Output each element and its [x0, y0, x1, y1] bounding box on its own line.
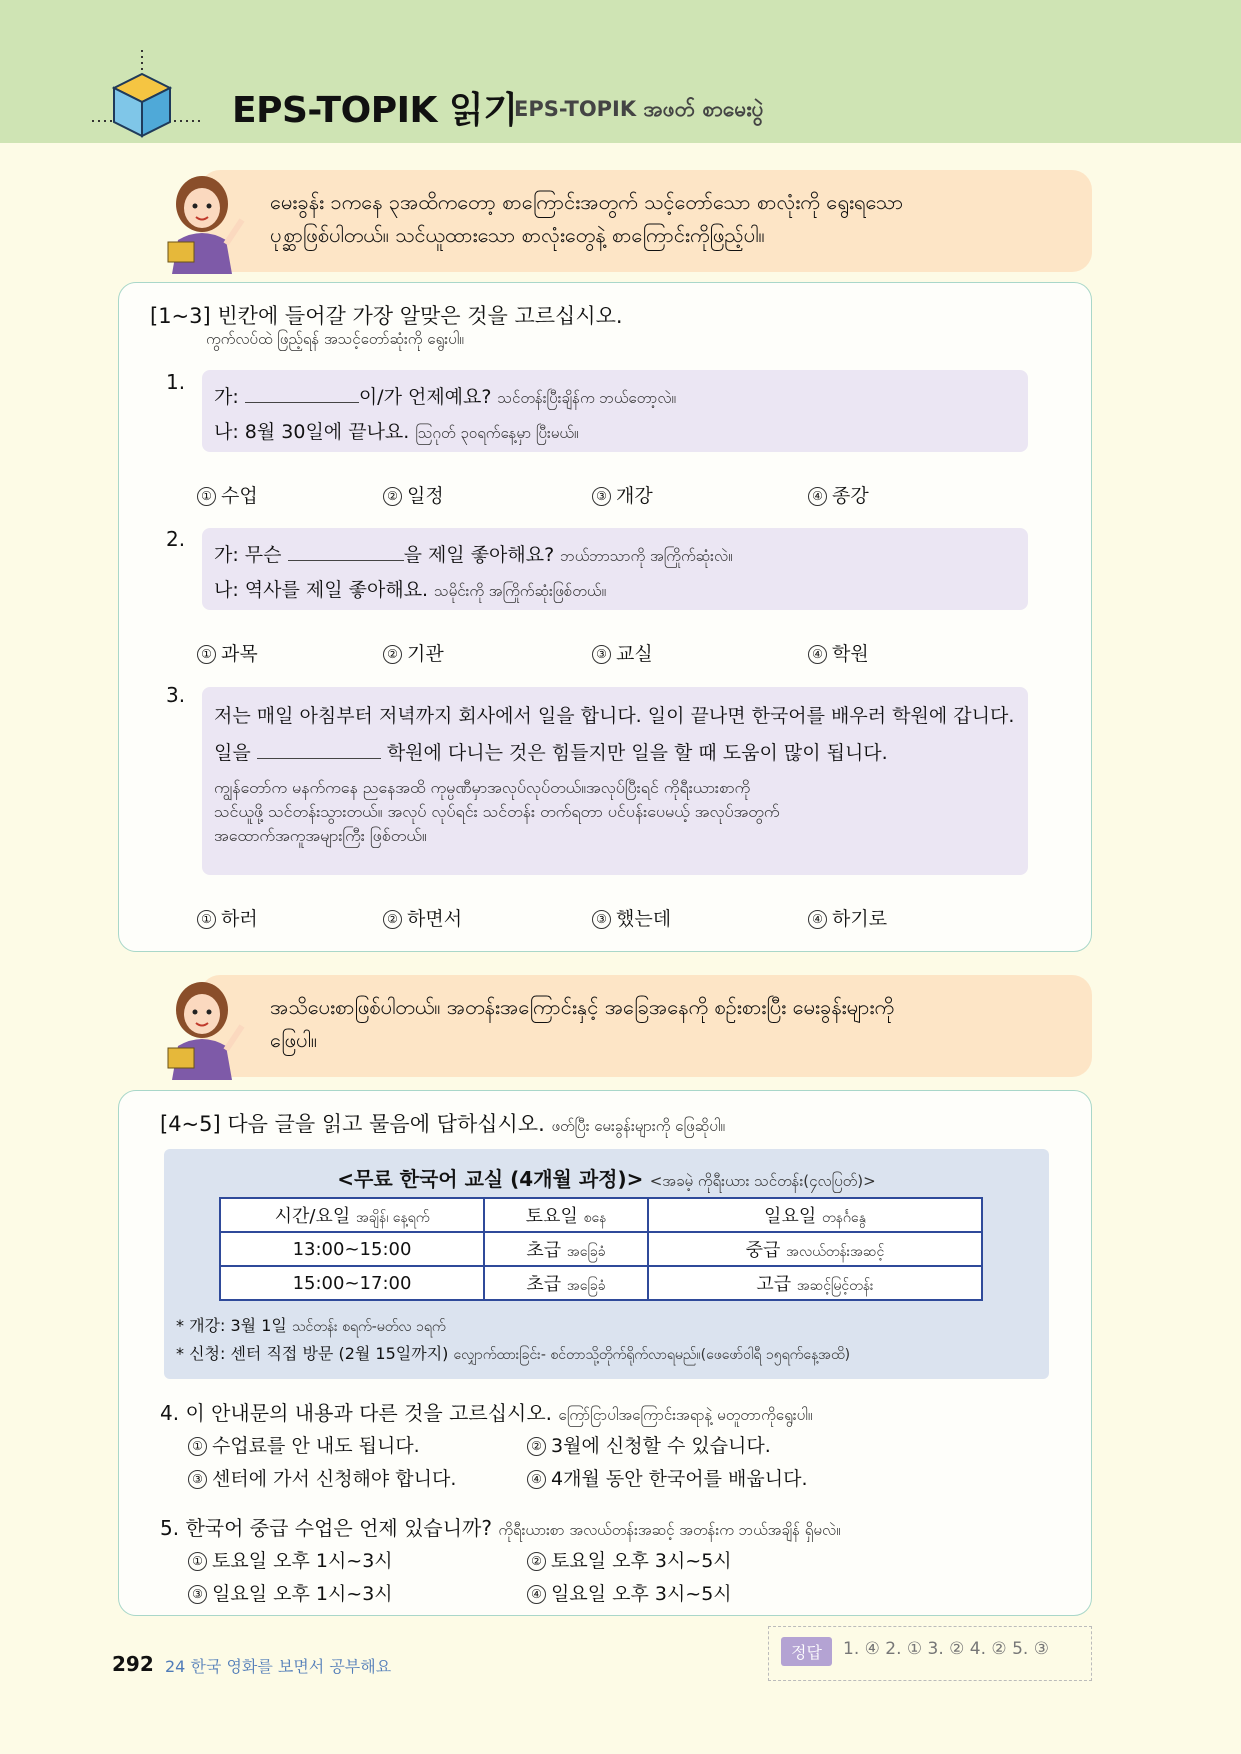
dialog-line: 나: 역사를 제일 좋아해요. [214, 579, 429, 601]
notice-title [164, 1163, 1049, 1194]
option-label: 토요일 오후 3시~5시 [551, 1550, 732, 1572]
page-subtitle: EPS-TOPIK အဖတ် စာမေးပွဲ [514, 97, 764, 121]
table-header-cell [484, 1198, 648, 1232]
question-3-passage [202, 687, 1028, 875]
option-marker: ③ [188, 1470, 207, 1489]
cell-my: စနေ [583, 1209, 607, 1226]
instruction-text: ဖြေပါ။ [270, 1028, 317, 1052]
option-label: 3월에 신청할 수 있습니다. [551, 1435, 771, 1457]
option-1[interactable] [188, 1431, 420, 1458]
heading-ko: [4~5] 다음 글을 읽고 물음에 답하십시오. [160, 1112, 545, 1136]
option-label: 종강 [832, 485, 869, 507]
option-4[interactable] [808, 639, 869, 666]
option-2[interactable] [383, 904, 462, 931]
table-header-row [220, 1198, 982, 1232]
option-1[interactable] [188, 1546, 393, 1573]
option-label: 교실 [616, 643, 653, 665]
option-marker: ① [188, 1552, 207, 1571]
option-label: 과목 [221, 643, 258, 665]
teacher-avatar-icon [160, 168, 252, 278]
schedule-table [219, 1197, 983, 1301]
option-2[interactable] [527, 1431, 771, 1458]
cell-ko: 초급 [526, 1239, 562, 1261]
option-label: 수업 [221, 485, 258, 507]
option-4[interactable] [527, 1579, 732, 1606]
note-ko: * 개강: 3월 1일 [176, 1316, 287, 1335]
table-cell [220, 1266, 484, 1300]
option-marker: ② [527, 1437, 546, 1456]
table-header-cell [220, 1198, 484, 1232]
answer-label: 정답 [781, 1637, 832, 1666]
cell-ko: 초급 [526, 1273, 562, 1295]
instruction-band-2 [200, 975, 1092, 1077]
option-3[interactable] [592, 639, 653, 666]
option-marker: ① [197, 910, 216, 929]
translation: သင်ယူဖို့ သင်တန်းသွားတယ်။ အလုပ် လုပ်ရင်း သင်တန်း တက်ရတာ ပင်ပန်းပေမယ့် အလုပ်အတွက် [214, 802, 780, 821]
dialog-line: 나: 8월 30일에 끝나요. [214, 421, 410, 443]
option-label: 개강 [616, 485, 653, 507]
option-label: 일정 [407, 485, 444, 507]
question-1-dialog [202, 370, 1028, 452]
answer-list: 1. ④ 2. ① 3. ② 4. ② 5. ③ [843, 1639, 1049, 1659]
table-cell [648, 1266, 982, 1300]
notice-title-ko: <무료 한국어 교실 (4개월 과정)> [337, 1167, 644, 1191]
answer-blank [288, 542, 404, 561]
option-label: 4개월 동안 한국어를 배웁니다. [551, 1468, 808, 1490]
option-marker: ③ [592, 910, 611, 929]
cell-my: အဆင့်မြင့်တန်း [796, 1277, 874, 1294]
option-marker: ① [197, 645, 216, 664]
dialog-line: 가: 무슨 [214, 544, 282, 566]
translation: သင်တန်းပြီးချိန်က ဘယ်တော့လဲ။ [497, 389, 676, 407]
note-my: လျှောက်ထားခြင်း- စင်တာသို့တိုက်ရိုက်လာရမည်။(ဖေဖော်ဝါရီ ၁၅ရက်နေ့အထိ) [453, 1347, 851, 1363]
table-cell [648, 1232, 982, 1266]
option-label: 하러 [221, 908, 258, 930]
note-ko: * 신청: 센터 직접 방문 (2월 15일까지) [176, 1344, 449, 1363]
answer-blank [257, 740, 381, 759]
translation: ဘယ်ဘာသာကို အကြိုက်ဆုံးလဲ။ [560, 547, 733, 565]
notice-note [176, 1341, 850, 1366]
table-cell [484, 1266, 648, 1300]
notice-note [176, 1313, 446, 1338]
section-subheading: ကွက်လပ်ထဲ ဖြည့်ရန် အသင့်တော်ဆုံးကို ရွေးပါ။ [206, 330, 464, 348]
answer-key [768, 1626, 1092, 1681]
option-label: 했는데 [616, 908, 672, 930]
cell-ko: 중급 [745, 1239, 781, 1261]
teacher-avatar-icon [160, 974, 252, 1084]
option-4[interactable] [808, 904, 887, 931]
table-row [220, 1232, 982, 1266]
instruction-text: မေးခွန်း ၁ကနေ ၃အထိကတော့ စာကြောင်းအတွက် သင့်တော်သော စာလုံးကို ရွေးရသော [270, 190, 904, 214]
option-marker: ② [383, 910, 402, 929]
option-marker: ④ [527, 1470, 546, 1489]
heading-translation: ဖတ်ပြီး မေးခွန်းများကို ဖြေဆိုပါ။ [551, 1117, 725, 1135]
option-label: 하기로 [832, 908, 888, 930]
cell-ko: 일요일 [764, 1205, 817, 1227]
dialog-line: 가: [214, 386, 239, 408]
option-1[interactable] [197, 481, 258, 508]
translation: အထောက်အကူအများကြီး ဖြစ်တယ်။ [214, 826, 427, 845]
page-header [0, 0, 1241, 143]
cell-ko: 시간/요일 [274, 1205, 351, 1227]
note-my: သင်တန်း စရက်-မတ်လ ၁ရက် [291, 1319, 446, 1335]
option-marker: ④ [808, 910, 827, 929]
option-4[interactable] [808, 481, 869, 508]
option-marker: ② [383, 645, 402, 664]
option-marker: ③ [592, 645, 611, 664]
option-marker: ① [197, 487, 216, 506]
cell-my: တနင်္ဂနွေ [821, 1209, 866, 1226]
option-marker: ② [383, 487, 402, 506]
cell-ko: 토요일 [525, 1205, 578, 1227]
option-marker: ④ [527, 1585, 546, 1604]
table-cell [220, 1232, 484, 1266]
section-heading: [1~3] 빈칸에 들어갈 가장 알맞은 것을 고르십시오. [150, 304, 623, 328]
cell-my: အခြေခံ [566, 1277, 606, 1294]
option-marker: ④ [808, 487, 827, 506]
translation: ဩဂုတ် ၃၀ရက်နေ့မှာ ပြီးမယ်။ [415, 424, 579, 442]
option-label: 일요일 오후 3시~5시 [551, 1583, 732, 1605]
option-2[interactable] [383, 639, 444, 666]
option-label: 하면서 [407, 908, 463, 930]
question-number: 1. [166, 370, 186, 394]
dialog-line: 이/가 언제예요? [358, 386, 492, 408]
option-label: 일요일 오후 1시~3시 [212, 1583, 393, 1605]
section-heading [160, 1108, 725, 1139]
option-1[interactable] [197, 639, 258, 666]
question-translation: ကိုရီးယားစာ အလယ်တန်းအဆင့် အတန်းက ဘယ်အချိန် ရှိမလဲ။ [498, 1521, 841, 1539]
option-label: 기관 [407, 643, 444, 665]
question-number: 2. [166, 527, 186, 551]
cell-my: အခြေခံ [566, 1243, 606, 1260]
table-header-cell [648, 1198, 982, 1232]
option-4[interactable] [527, 1464, 808, 1491]
question-5 [160, 1512, 841, 1543]
chapter-title: 24 한국 영화를 보면서 공부해요 [165, 1657, 392, 1676]
question-translation: ကြော်ငြာပါအကြောင်းအရာနဲ့ မတူတာကိုရွေးပါ။ [558, 1406, 813, 1424]
option-marker: ② [527, 1552, 546, 1571]
option-marker: ③ [592, 487, 611, 506]
table-cell [484, 1232, 648, 1266]
question-4 [160, 1397, 812, 1428]
passage-line: 학원에 다니는 것은 힘들지만 일을 할 때 도움이 많이 됩니다. [386, 742, 888, 764]
translation: သမိုင်းကို အကြိုက်ဆုံးဖြစ်တယ်။ [434, 582, 606, 600]
page-title: EPS-TOPIK 읽기 [232, 90, 518, 131]
notice-box [164, 1149, 1049, 1379]
option-3[interactable] [188, 1579, 393, 1606]
instruction-text: အသိပေးစာဖြစ်ပါတယ်။ အတန်းအကြောင်းနှင့် အခြေအနေကို စဉ်းစားပြီး မေးခွန်းများကို [270, 995, 895, 1019]
option-2[interactable] [383, 481, 444, 508]
translation: ကျွန်တော်က မနက်ကနေ ညနေအထိ ကုမ္ပဏီမှာအလုပ်လုပ်တယ်။အလုပ်ပြီးရင် ကိုရီးယားစာကို [214, 778, 751, 797]
page-number: 292 [112, 1652, 154, 1676]
question-number: 3. [166, 683, 186, 707]
cell-ko: 15:00~17:00 [292, 1272, 412, 1294]
instruction-text: ပုစ္ဆာဖြစ်ပါတယ်။ သင်ယူထားသော စာလုံးတွေနဲ့ စာကြောင်းကိုဖြည့်ပါ။ [270, 223, 765, 247]
option-1[interactable] [197, 904, 258, 931]
question-2-dialog [202, 528, 1028, 610]
table-row [220, 1266, 982, 1300]
option-3[interactable] [592, 481, 653, 508]
option-label: 학원 [832, 643, 869, 665]
answer-blank [245, 384, 359, 403]
option-2[interactable] [527, 1546, 732, 1573]
question-text: 4. 이 안내문의 내용과 다른 것을 고르십시오. [160, 1401, 553, 1425]
passage-line: 저는 매일 아침부터 저녁까지 회사에서 일을 합니다. 일이 끝나면 한국어를 배우러 학원에 갑니다. [214, 705, 1015, 727]
notice-title-translation: <အခမဲ့ ကိုရီးယား သင်တန်း(၄လပြတ်)> [649, 1172, 876, 1190]
dialog-line: 을 제일 좋아해요? [403, 544, 555, 566]
cell-ko: 고급 [756, 1273, 792, 1295]
option-label: 토요일 오후 1시~3시 [212, 1550, 393, 1572]
option-label: 수업료를 안 내도 됩니다. [212, 1435, 420, 1457]
passage-line: 일을 [214, 742, 251, 764]
option-marker: ③ [188, 1585, 207, 1604]
option-label: 센터에 가서 신청해야 합니다. [212, 1468, 457, 1490]
cell-ko: 13:00~15:00 [292, 1238, 412, 1260]
question-text: 5. 한국어 중급 수업은 언제 있습니까? [160, 1516, 492, 1540]
cube-icon [92, 50, 202, 140]
option-3[interactable] [188, 1464, 456, 1491]
option-marker: ① [188, 1437, 207, 1456]
option-3[interactable] [592, 904, 671, 931]
option-marker: ④ [808, 645, 827, 664]
cell-my: အချိန်၊ နေ့ရက် [355, 1209, 430, 1226]
instruction-band-1 [200, 170, 1092, 272]
cell-my: အလယ်တန်းအဆင့် [786, 1243, 885, 1260]
